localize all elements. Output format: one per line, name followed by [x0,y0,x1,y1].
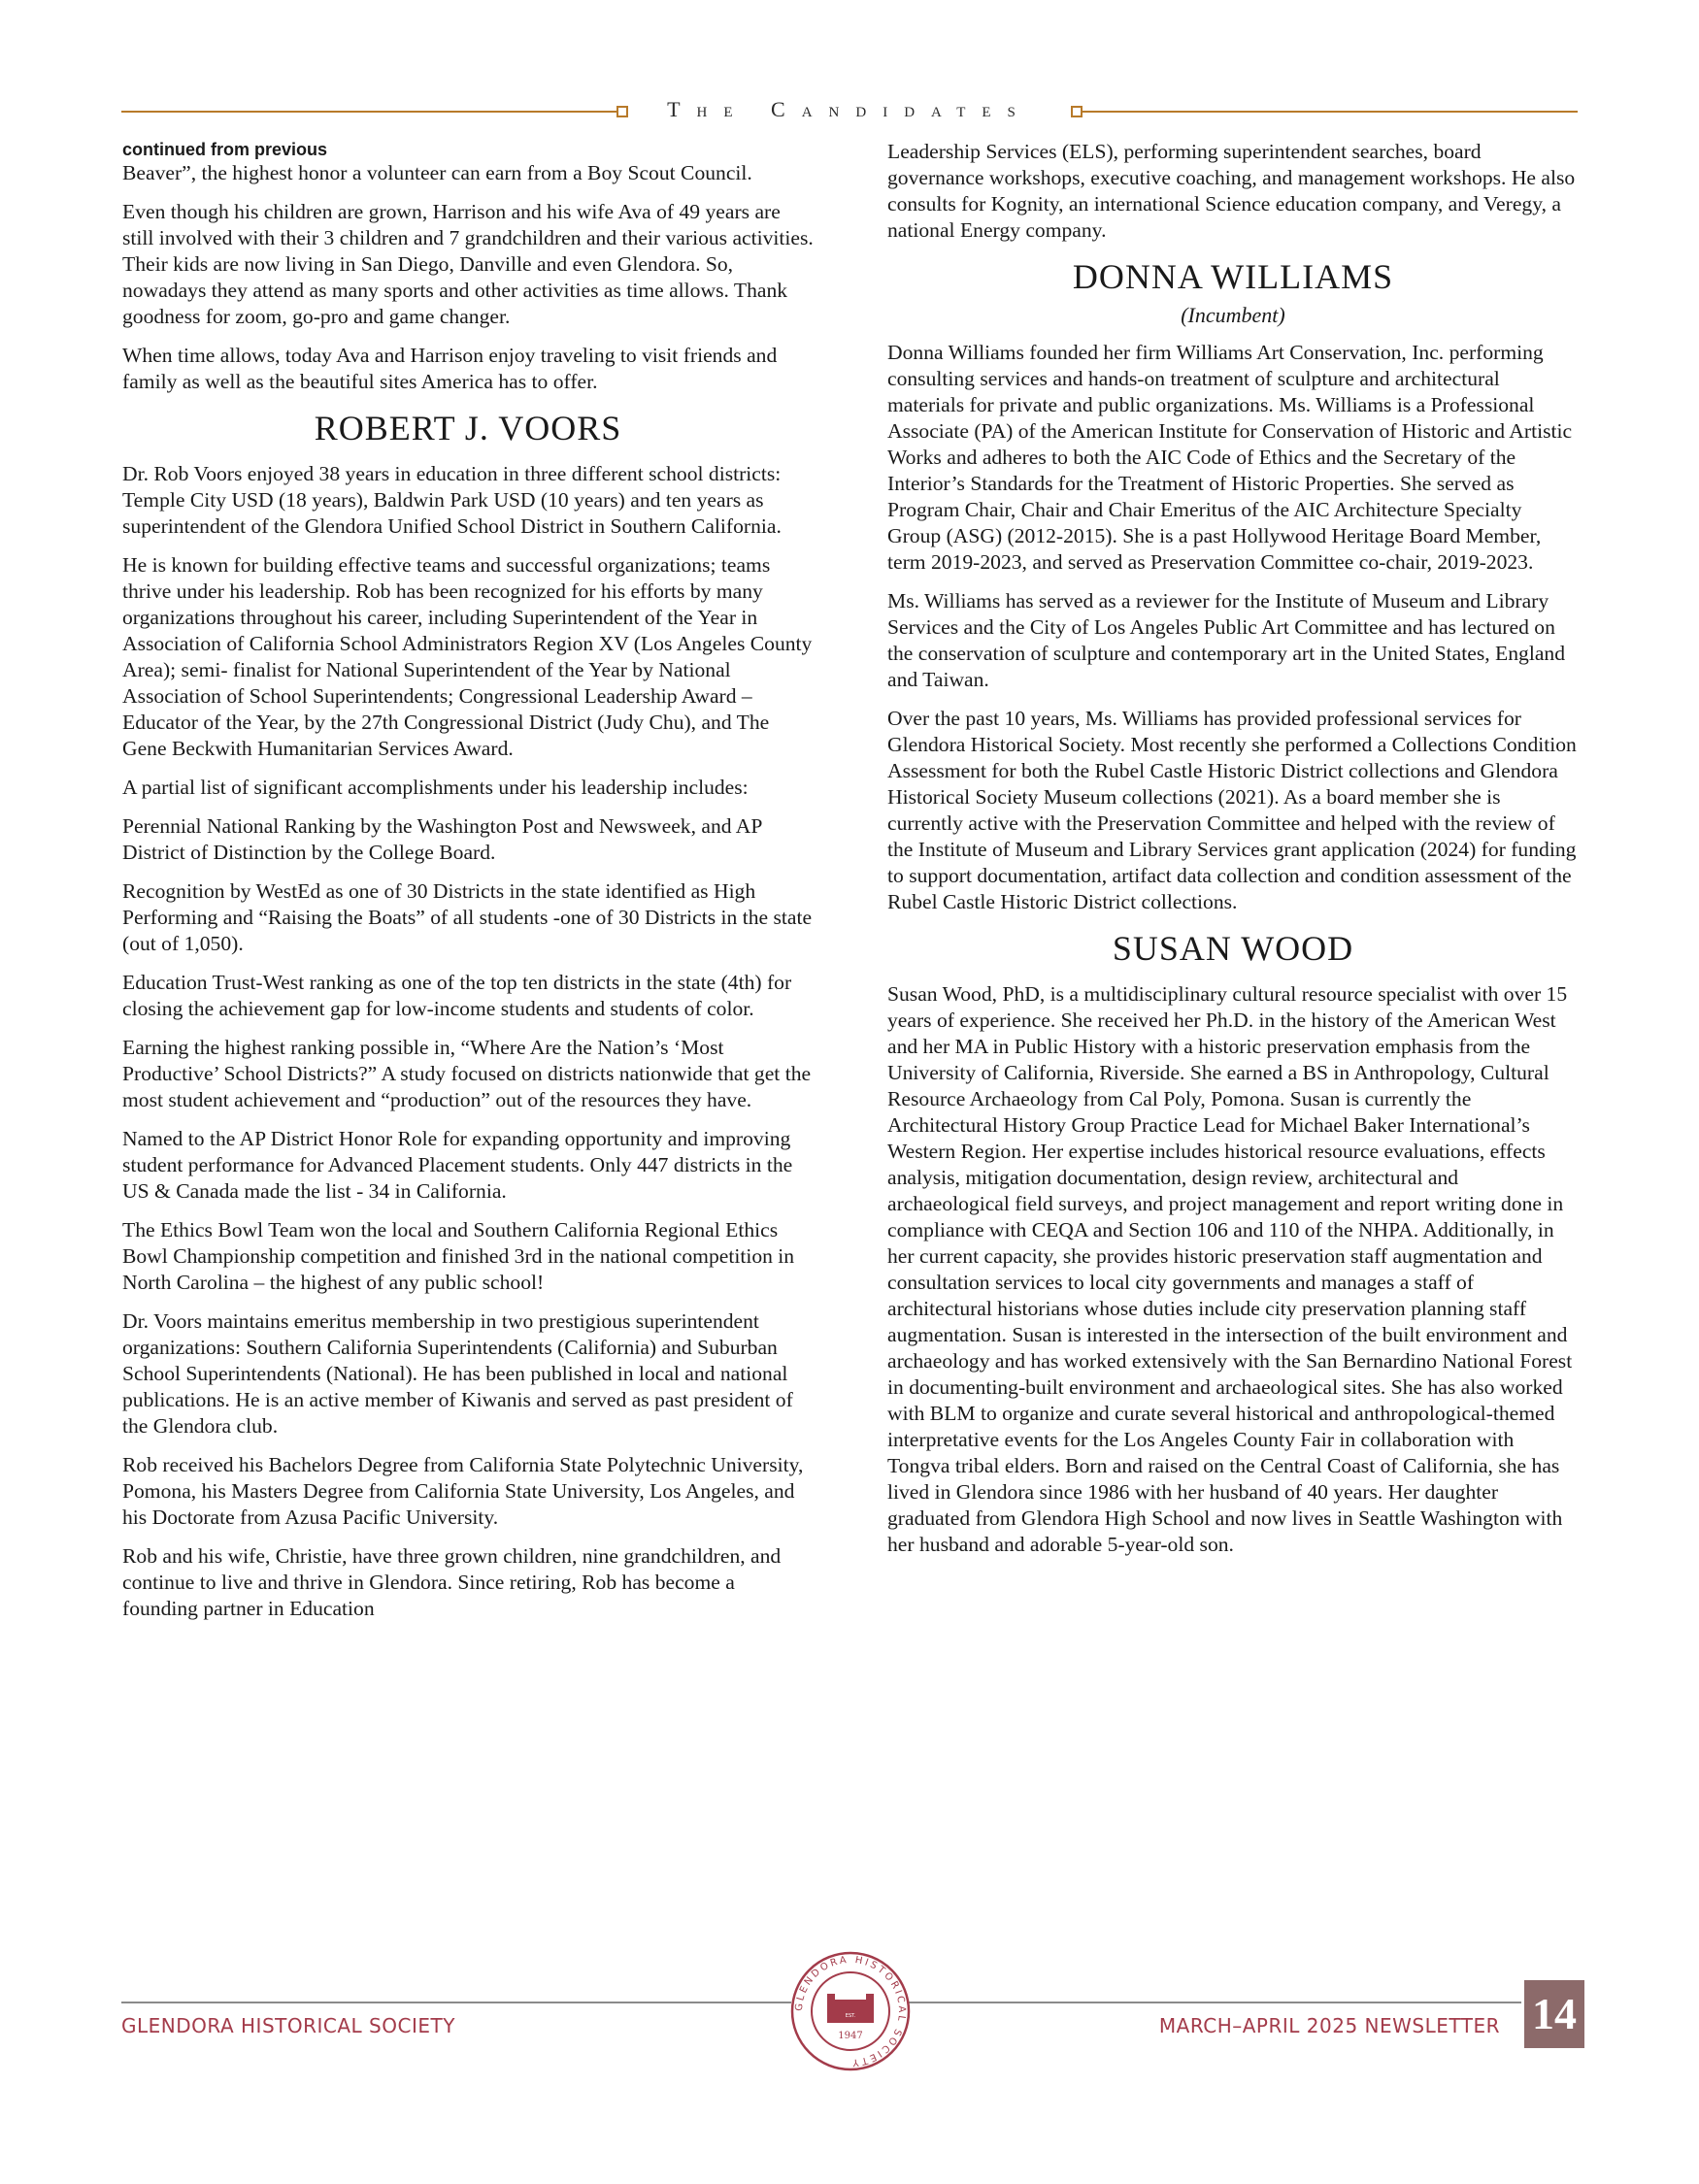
voors-continued-paragraph: Leadership Services (ELS), performing superintendent searches, board governance workshops, executive coaching, and management workshops. He also consults for Kognity, an international Science education company, and Veregy, a national Energy company. [887,140,1576,242]
header-ornament-right [1071,106,1083,117]
wood-paragraphs [887,981,1579,1558]
williams-paragraphs [887,340,1579,915]
section-title: The Candidates [667,97,1032,121]
header-ornament-left [616,106,628,117]
voors-paragraph: Rob and his wife, Christie, have three grown children, nine grandchildren, and continue to live and thrive in Glendora. Since retiring, Rob has become a founding partner in Education [122,1544,782,1620]
intro-paragraphs [122,160,814,395]
voors-paragraph: The Ethics Bowl Team won the local and Southern California Regional Ethics Bowl Championship competition and finished 3rd in the national competition in North Carolina – the highest of any public school! [122,1218,795,1294]
candidate-heading-wood: SUSAN WOOD [1112,929,1354,968]
footer-rule-left [121,2002,791,2003]
page-number: 14 [1524,1980,1584,2048]
footer-issue: MARCH–APRIL 2025 NEWSLETTER [1158,2014,1500,2037]
voors-paragraph: Recognition by WestEd as one of 30 Districts in the state identified as High Performing and “Raising the Boats” of all students -one of 30 Districts in the state (out of 1,050). [122,879,813,955]
header-rule-right [1083,111,1578,113]
left-column [122,139,814,1635]
voors-paragraph: Named to the AP District Honor Role for expanding opportunity and improving student performance for Advanced Placement students. Only 447 districts in the US & Canada made the list - 34 in California. [122,1127,793,1203]
society-seal-logo [788,1949,913,2073]
williams-paragraph: Ms. Williams has served as a reviewer for the Institute of Museum and Library Services and the City of Los Angeles Public Art Committee and has lectured on the conservation of sculpture and contemporary art in the United States, England and Taiwan. [887,589,1565,691]
voors-paragraph: Dr. Voors maintains emeritus membership in two prestigious superintendent organizations: Southern California Superintendents (California) and Suburban School Superintendents (National). He has been published in local and national publications. He is an active member of Kiwanis and served as past president of the Glendora club. [122,1309,793,1438]
wood-paragraph: Susan Wood, PhD, is a multidisciplinary cultural resource specialist with over 15 years of experience. She received her Ph.D. in the history of the American West and her MA in Public History with a historic preservation emphasis from the University of California, Riverside. She earned a BS in Anthropology, Cultural Resource Archaeology from Cal Poly, Pomona. Susan is currently the Architectural History Group Practice Lead for Michael Baker International’s Western Region. Her expertise includes historical resource evaluations, effects analysis, mitigation documentation, design review, architectural and archaeological field surveys, and project management and report writing done in compliance with CEQA and Section 106 and 110 of the NHPA. Additionally, in her current capacity, she provides historic preservation staff augmentation and consultation services to local city governments and manages a staff of architectural historians whose duties include city preservation planning staff augmentation. Susan is interested in the intersection of the built environment and archaeology and has worked extensively with the San Bernardino National Forest in documenting-built environment and archaeological sites. She has also worked with BLM to organize and curate several historical and anthropological-themed interpretative events for the Los Angeles County Fair in collaboration with Tongva tribal elders. Born and raised on the Central Coast of California, she has lived in Glendora since 1986 with her husband of 40 years. Her daughter graduated from Glendora High School and now lives in Seattle Washington with her husband and adorable 5-year-old son. [887,982,1573,1556]
intro-paragraph: Beaver”, the highest honor a volunteer can earn from a Boy Scout Council. [122,161,752,184]
williams-paragraph: Donna Williams founded her firm Williams Art Conservation, Inc. performing consulting services and hands-on treatment of sculpture and architectural materials for private and public organizations. Ms. Williams is a Professional Associate (PA) of the American Institute for Conservation of Historic and Artistic Works and adheres to both the AIC Code of Ethics and the Secretary of the Interior’s Standards for the Treatment of Historic Properties. She served as Program Chair, Chair and Chair Emeritus of the AIC Architecture Specialty Group (ASG) (2012-2015). She is a past Hollywood Heritage Board Member, term 2019-2023, and served as Preservation Committee co-chair, 2019-2023. [887,341,1573,574]
svg-text:1947: 1947 [838,2031,863,2041]
continued-note: continued from previous [122,140,328,159]
voors-paragraph: He is known for building effective teams and successful organizations; teams thrive under his leadership. Rob has been recognized for his efforts by many organizations throughout his career, including Superintendent of the Year in Association of California School Administrators Region XV (Los Angeles County Area); semi- finalist for National Superintendent of the Year by National Association of School Superintendents; Congressional Leadership Award – Educator of the Year, by the 27th Congressional District (Judy Chu), and The Gene Beckwith Humanitarian Services Award. [122,553,813,760]
voors-paragraphs [122,461,814,1622]
voors-paragraph: Dr. Rob Voors enjoyed 38 years in education in three different school districts: Temple City USD (18 years), Baldwin Park USD (10 years) and ten years as superintendent of the Glendora Unified School District in Southern California. [122,462,782,538]
voors-paragraph: Perennial National Ranking by the Washington Post and Newsweek, and AP District of Distinction by the College Board. [122,814,762,864]
candidate-heading-williams: DONNA WILLIAMS [1072,257,1394,296]
voors-paragraph: Earning the highest ranking possible in, “Where Are the Nation’s ‘Most Productive’ School Districts?” A study focused on districts nationwide that get the most student achievement and “production” out of the resources they have. [122,1036,812,1111]
footer-rule-right [908,2002,1521,2003]
svg-text:EST.: EST. [845,2013,856,2019]
voors-paragraph: Education Trust-West ranking as one of the top ten districts in the state (4th) for closing the achievement gap for low-income students and students of color. [122,971,792,1020]
voors-paragraph: Rob received his Bachelors Degree from California State Polytechnic University, Pomona, his Masters Degree from California State University, Los Angeles, and his Doctorate from Azusa Pacific University. [122,1453,804,1529]
header-rule-left [121,111,616,113]
candidate-heading-voors: ROBERT J. VOORS [314,409,622,447]
section-header [121,97,1578,126]
intro-paragraph: When time allows, today Ava and Harrison enjoy traveling to visit friends and family as well as the beautiful sites America has to offer. [122,344,778,393]
williams-paragraph: Over the past 10 years, Ms. Williams has provided professional services for Glendora Historical Society. Most recently she performed a Collections Condition Assessment for both the Rubel Castle Historic District collections and Glendora Historical Society Museum collections (2021). As a board member she is currently active with the Preservation Committee and helped with the review of the Institute of Museum and Library Services grant application (2024) for funding to support documentation, artifact data collection and condition assessment of the Rubel Castle Historic District collections. [887,707,1577,913]
intro-paragraph: Even though his children are grown, Harrison and his wife Ava of 49 years are still involved with their 3 children and 7 grandchildren and their various activities. Their kids are now living in San Diego, Danville and even Glendora. So, nowadays they attend as many sports and other activities as time allows. Thank goodness for zoom, go-pro and game changer. [122,200,814,328]
footer-society-name: GLENDORA HISTORICAL SOCIETY [121,2014,455,2037]
incumbent-label: (Incumbent) [1181,303,1285,327]
right-column [887,139,1579,1571]
svg-text:GLENDORA HISTORICAL SOCIETY: GLENDORA HISTORICAL SOCIETY [793,1954,908,2068]
voors-paragraph: A partial list of significant accomplishments under his leadership includes: [122,776,749,799]
